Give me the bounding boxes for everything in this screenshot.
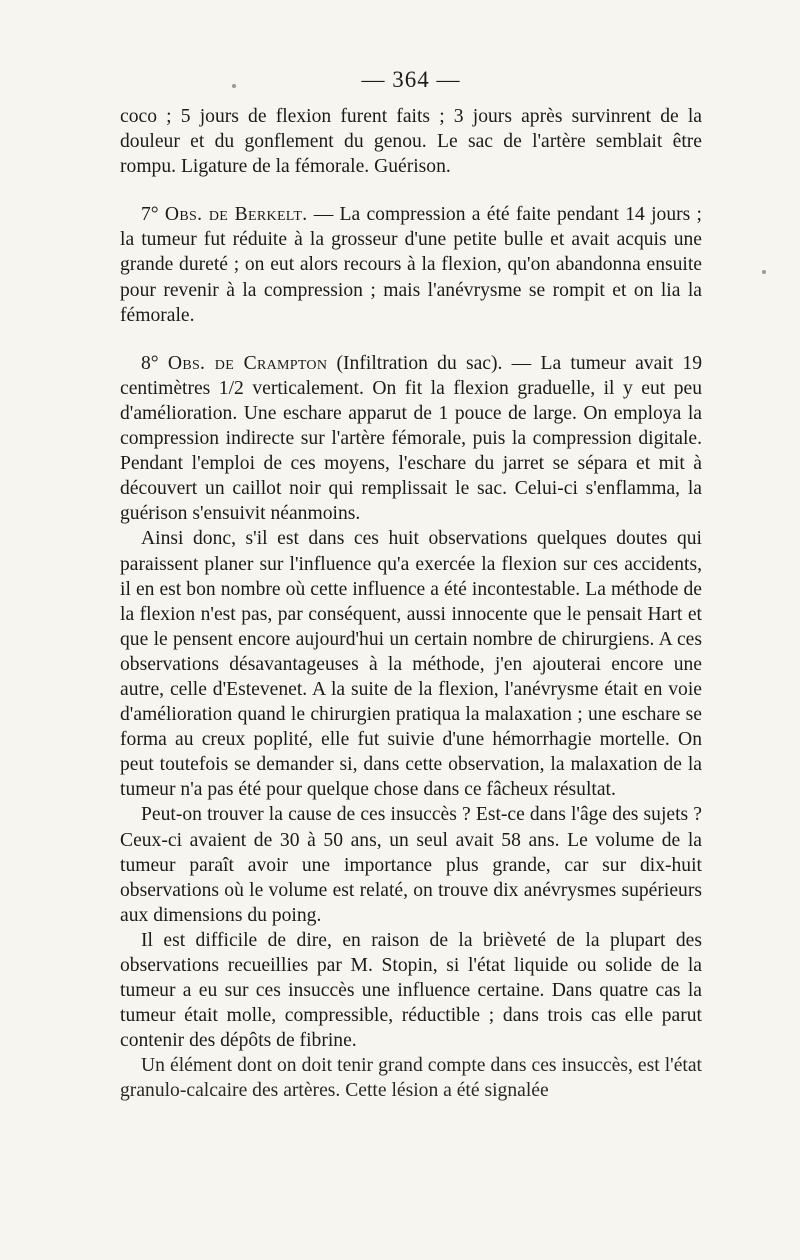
paragraph-coco-continuation: coco ; 5 jours de flexion furent faits ; 3 jours après survinrent de la douleur et du gonflement du genou. Le sac de l'artère semblait être rompu. Ligature de la fémorale. Guérison. bbox=[120, 106, 702, 178]
paragraph-peut-on: Peut-on trouver la cause de ces insuccès ? Est-ce dans l'âge des sujets ? Ceux-ci avaient de 30 à 50 ans, un seul avait 58 ans. Le volume de la tumeur paraît avoir une importance plus grande, car sur dix-huit observations où le volume est relaté, on trouve dix anévrysmes supérieurs aux dimensions du poing. bbox=[120, 804, 702, 926]
obs-heading: Obs. de Crampton bbox=[167, 352, 328, 374]
obs-text: (Infiltration du sac). — La tumeur avait 19 centimètres 1/2 verticalement. On fit la flexion graduelle, il y eut peu d'amélioration. Une eschare apparut de 1 pouce de large. On employa la compression indirecte sur l'artère fémorale, puis la compression digitale. Pendant l'emploi de ces moyens, l'eschare du jarret se sépara et mit à découvert un caillot noir qui remplissait le sac. Celui-ci s'enflamma, la guérison s'ensuivit néanmoins. bbox=[120, 352, 703, 525]
obs-number: 8° bbox=[141, 352, 168, 374]
book-page bbox=[120, 62, 702, 1122]
paragraph-un-element: Un élément dont on doit tenir grand compte dans ces insuccès, est l'état granulo-calcaire des artères. Cette lésion a été signalée bbox=[120, 1055, 702, 1102]
obs-text: — La compression a été faite pendant 14 jours ; la tumeur fut réduite à la grosseur d'une petite bulle et avait acquis une grande dureté ; on eut alors recours à la flexion, qu'on abandonna ensuite pour revenir à la compression ; mais l'anévrysme se rompit et on lia la fémorale. bbox=[120, 204, 702, 326]
obs-number: 7° bbox=[141, 204, 165, 226]
paragraph-il-est-difficile: Il est difficile de dire, en raison de la brièveté de la plupart des observations recueillies par M. Stopin, si l'état liquide ou solide de la tumeur a eu sur ces insuccès une influence certaine. Dans quatre cas la tumeur était molle, compressible, réductible ; dans trois cas elle parut contenir des dépôts de fibrine. bbox=[120, 929, 702, 1052]
paragraph-ainsi-donc: Ainsi donc, s'il est dans ces huit observations quelques doutes qui paraissent planer sur l'influence qu'a exercée la flexion sur ces accidents, il en est bon nombre où cette influence a été incontestable. La méthode de la flexion n'est pas, par conséquent, aussi innocente que le pensait Hart et que le pensent encore aujourd'hui un certain nombre de chirurgiens. A ces observations désavantageuses à la méthode, j'en ajouterai encore une autre, celle d'Estevenet. A la suite de la flexion, l'anévrysme était en voie d'amélioration quand le chirurgien pratiqua la malaxation ; une eschare se forma au creux poplité, elle fut suivie d'une hémorrhagie mortelle. On peut toutefois se demander si, dans cette observation, la malaxation de la tumeur n'a pas été pour quelque chose dans ce fâcheux résultat. bbox=[120, 528, 702, 801]
page-number: — 364 — bbox=[361, 67, 461, 92]
ink-speck bbox=[762, 270, 766, 274]
obs-heading: Obs. de Berkelt. bbox=[164, 204, 308, 226]
ink-speck bbox=[232, 84, 236, 88]
paragraph-obs-7-berkelt bbox=[120, 202, 702, 327]
paragraph-obs-8-crampton bbox=[120, 351, 702, 527]
